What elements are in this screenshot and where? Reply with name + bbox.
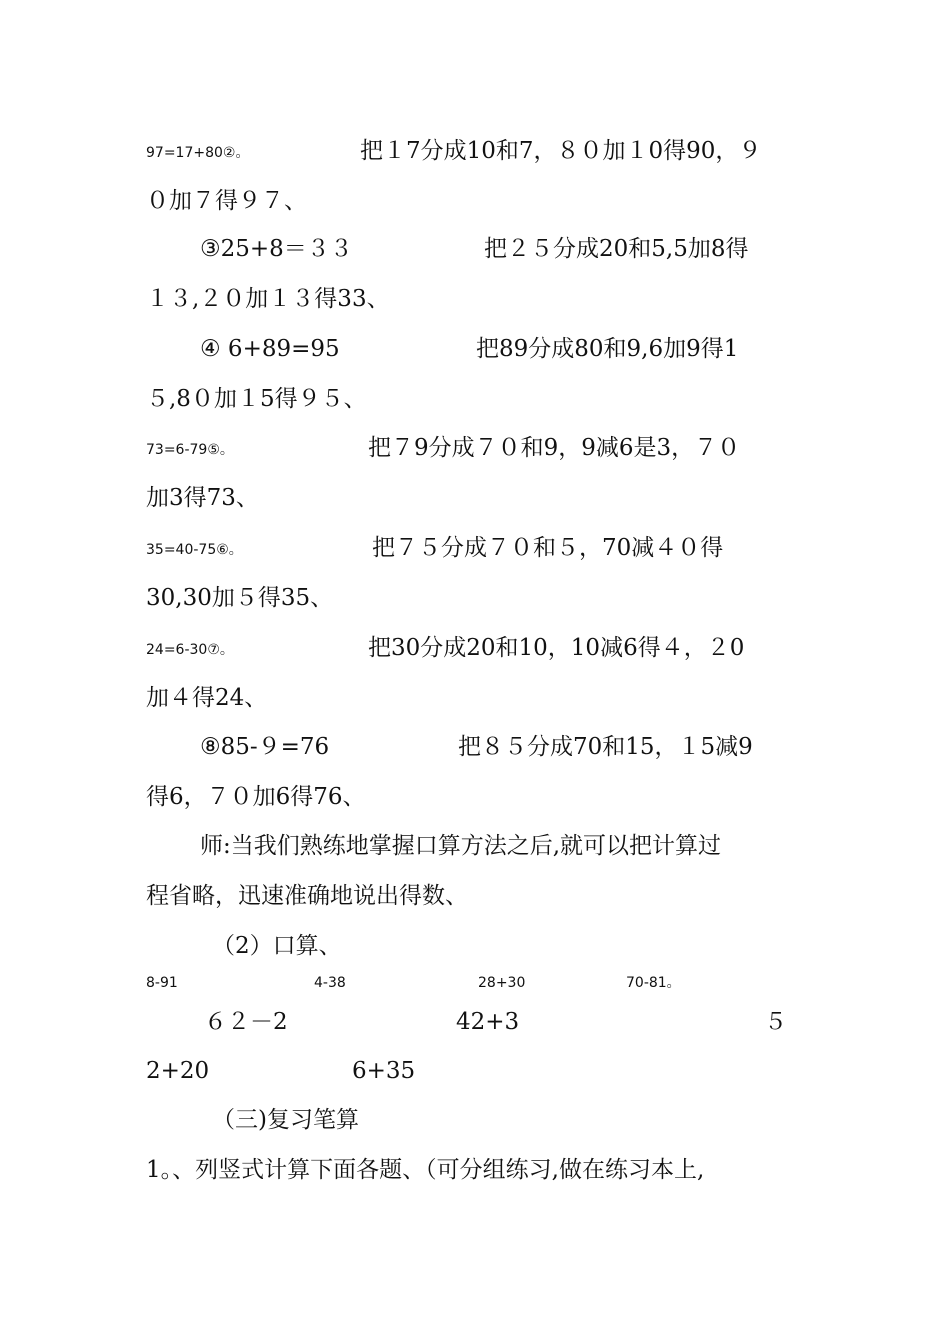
- explanation-4-cont: ５,8０加１5得９５、: [146, 386, 367, 412]
- equation-8: ⑧85-９=76: [200, 734, 330, 760]
- exercise-instruction: 1。、列竖式计算下面各题、（可分组练习,做在练习本上,: [146, 1157, 705, 1183]
- explanation-4: 把89分成80和9,6加9得1: [476, 336, 739, 362]
- explanation-5: 把７9分成７０和9，9减6是3，７０: [368, 435, 741, 461]
- explanation-8: 把８５分成70和15，１5减9: [458, 734, 753, 760]
- explanation-5-cont: 加3得73、: [146, 485, 259, 511]
- oral-item-3: 28+30: [478, 975, 526, 991]
- oral-item-5: ６２－2: [204, 1009, 288, 1035]
- equation-3: ③25+8＝３３: [200, 236, 353, 262]
- equation-4: ④ 6+89=95: [200, 336, 340, 362]
- oral-item-6: 42+3: [456, 1009, 520, 1035]
- oral-item-7-end: 2+20: [146, 1058, 210, 1084]
- teacher-paragraph-cont: 程省略，迅速准确地说出得数、: [146, 883, 468, 909]
- teacher-paragraph: 师:当我们熟练地掌握口算方法之后,就可以把计算过: [200, 833, 722, 859]
- equation-5: 73=6-79⑤。: [146, 442, 234, 458]
- equation-6: 35=40-75⑥。: [146, 542, 243, 558]
- explanation-6: 把７５分成７０和５，70减４０得: [372, 535, 724, 561]
- oral-item-7-start: ５: [764, 1009, 787, 1035]
- oral-item-2: 4-38: [314, 975, 346, 991]
- explanation-7: 把30分成20和10，10减6得４，２0: [368, 635, 745, 661]
- oral-item-4: 70-81。: [626, 975, 681, 991]
- explanation-3: 把２５分成20和5,5加8得: [484, 236, 749, 262]
- section-written-heading: （三)复习笔算: [212, 1107, 359, 1133]
- explanation-6-cont: 30,30加５得35、: [146, 585, 334, 611]
- explanation-7-cont: 加４得24、: [146, 685, 268, 711]
- equation-7: 24=6-30⑦。: [146, 642, 234, 658]
- section-oral-heading: （2）口算、: [212, 933, 342, 959]
- explanation-8-cont: 得6，７０加6得76、: [146, 784, 366, 810]
- oral-item-8: 6+35: [352, 1058, 416, 1084]
- explanation-2-cont: ０加７得９７、: [146, 188, 307, 214]
- equation-2: 97=17+80②。: [146, 145, 250, 161]
- explanation-3-cont: １３,２０加１３得33、: [146, 286, 390, 312]
- oral-item-1: 8-91: [146, 975, 178, 991]
- explanation-2: 把１7分成10和7，８０加１0得90，９: [360, 138, 762, 164]
